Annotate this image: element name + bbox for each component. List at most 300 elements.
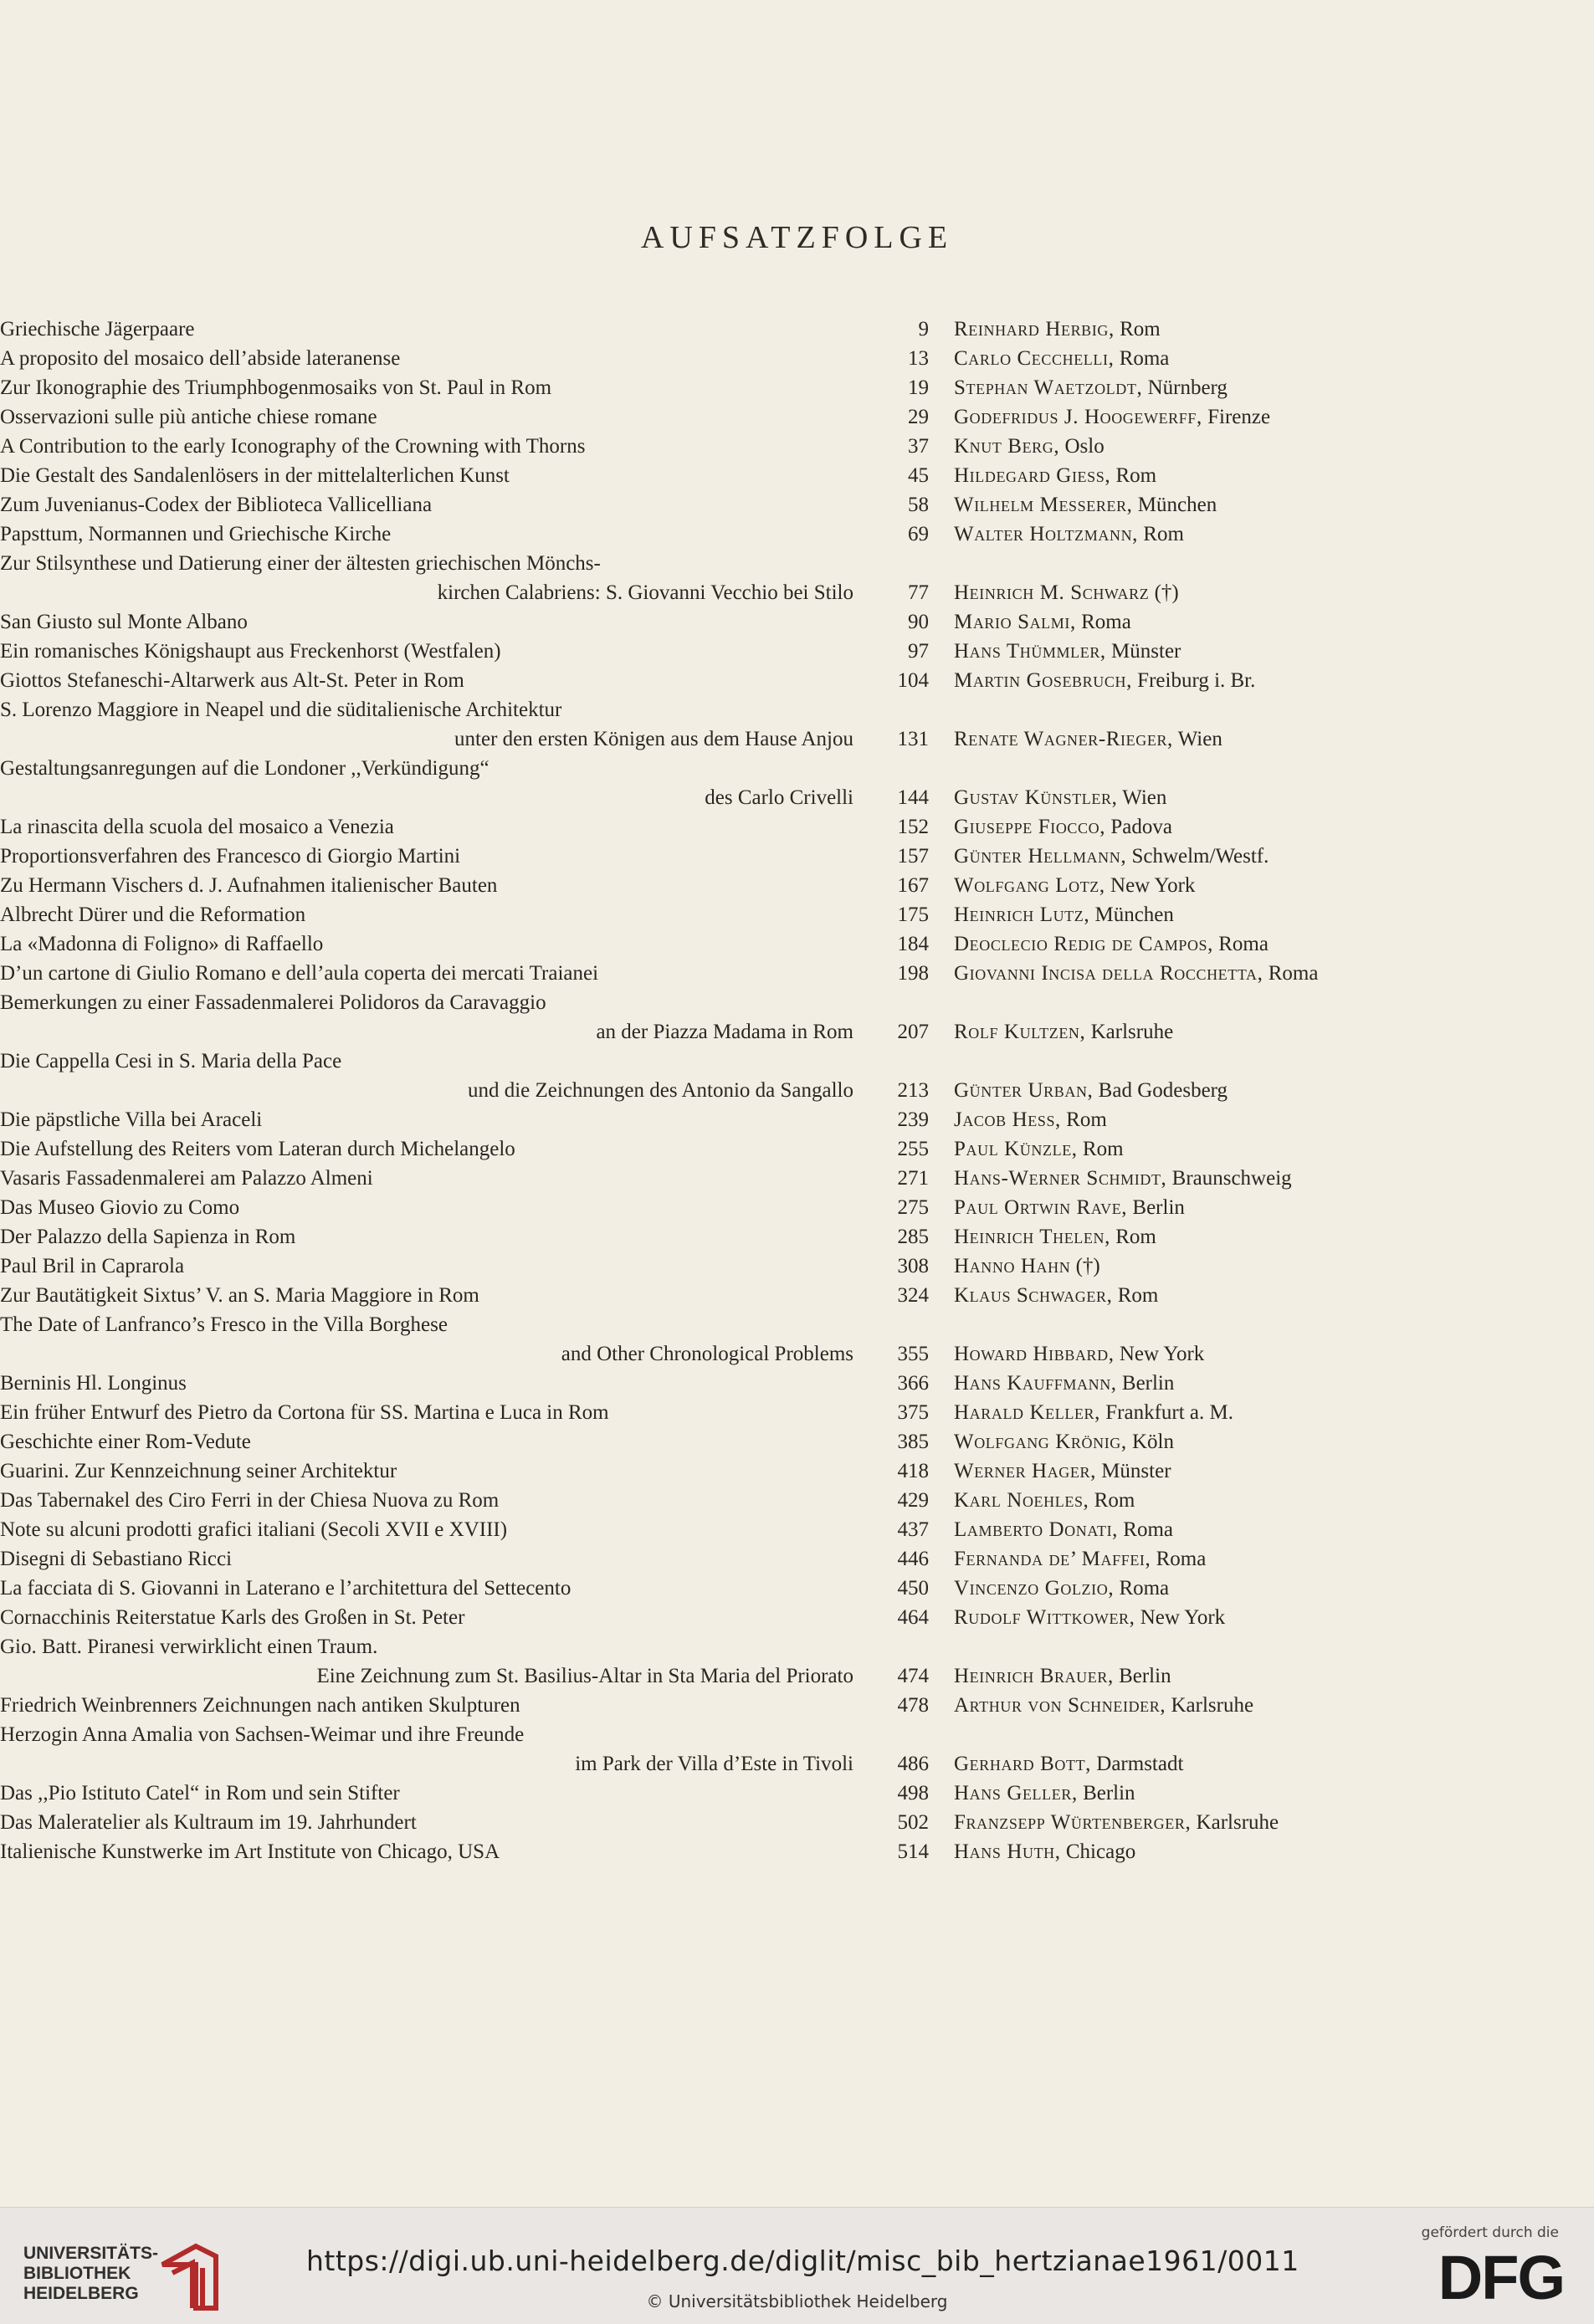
author-name: Gustav Künstler, xyxy=(954,786,1118,809)
author-location: Berlin xyxy=(1116,1372,1175,1395)
entry-title xyxy=(0,344,853,373)
entry-author xyxy=(954,1339,1204,1369)
entry-page-number: 446 xyxy=(897,1548,929,1570)
entry-page-number: 198 xyxy=(897,962,929,985)
entry-title-line: des Carlo Crivelli xyxy=(705,786,853,809)
entry-author xyxy=(954,1369,1174,1398)
author-location: Rom xyxy=(1138,523,1184,545)
entry-page-number: 486 xyxy=(897,1753,929,1775)
entry-title-line: Die Gestalt des Sandalenlösers in der mittelalterlichen Kunst xyxy=(0,464,510,487)
author-location: Nürnberg xyxy=(1142,376,1228,399)
entry-page-number: 97 xyxy=(908,640,929,663)
entry-author xyxy=(954,373,1228,402)
page-title: AUFSATZFOLGE xyxy=(640,220,954,255)
entry-page-number: 498 xyxy=(897,1782,929,1804)
toc-entry xyxy=(0,1222,1594,1252)
entry-title xyxy=(0,695,853,754)
entry-title xyxy=(0,871,853,900)
entry-title-line: San Giusto sul Monte Albano xyxy=(0,611,248,633)
entry-title-line: unter den ersten Königen aus dem Hause Anjou xyxy=(454,728,853,750)
toc-entry xyxy=(0,1310,1594,1369)
author-name: Mario Salmi, xyxy=(954,611,1076,633)
toc-entry xyxy=(0,1779,1594,1808)
toc-entry xyxy=(0,1603,1594,1632)
author-location: (†) xyxy=(1149,581,1179,604)
entry-author xyxy=(954,783,1166,812)
author-name: Heinrich Lutz, xyxy=(954,903,1090,926)
author-location: München xyxy=(1089,903,1174,926)
entry-title-line: Das Museo Giovio zu Como xyxy=(0,1196,240,1219)
entry-author xyxy=(954,812,1172,842)
entry-page-number: 213 xyxy=(897,1079,929,1102)
author-location: Braunschweig xyxy=(1166,1167,1292,1190)
entry-author xyxy=(954,724,1222,754)
author-name: Rolf Kultzen, xyxy=(954,1021,1086,1043)
author-name: Harald Keller, xyxy=(954,1401,1100,1424)
author-location: Roma xyxy=(1114,347,1170,370)
toc-entry xyxy=(0,812,1594,842)
entry-title xyxy=(0,1252,853,1281)
toc-entry xyxy=(0,1105,1594,1134)
entry-title xyxy=(0,315,853,344)
entry-title xyxy=(0,842,853,871)
toc-entry xyxy=(0,900,1594,929)
author-location: Oslo xyxy=(1059,435,1105,458)
toc-entry xyxy=(0,1515,1594,1544)
entry-title xyxy=(0,490,853,520)
author-name: Karl Noehles, xyxy=(954,1489,1089,1512)
entry-author xyxy=(954,1164,1292,1193)
toc-entry xyxy=(0,1544,1594,1574)
entry-page-number: 355 xyxy=(897,1343,929,1365)
author-name: Klaus Schwager, xyxy=(954,1284,1113,1307)
author-location: Münster xyxy=(1105,640,1181,663)
author-location: Karlsruhe xyxy=(1085,1021,1174,1043)
entry-page-number: 184 xyxy=(897,933,929,955)
author-location: Rom xyxy=(1060,1108,1107,1131)
author-location: Karlsruhe xyxy=(1166,1694,1254,1717)
author-name: Heinrich Brauer, xyxy=(954,1665,1114,1687)
entry-page-number: 308 xyxy=(897,1255,929,1277)
toc-entry xyxy=(0,1456,1594,1486)
entry-title xyxy=(0,1632,853,1691)
entry-title xyxy=(0,1603,853,1632)
entry-author xyxy=(954,1515,1173,1544)
entry-title-line: Die Cappella Cesi in S. Maria della Pace xyxy=(0,1050,342,1072)
author-name: Heinrich M. Schwarz xyxy=(954,581,1150,604)
entry-title-line: S. Lorenzo Maggiore in Neapel und die süditalienische Architektur xyxy=(0,699,562,721)
author-location: Firenze xyxy=(1202,406,1271,428)
toc-entry xyxy=(0,1252,1594,1281)
entry-author xyxy=(954,607,1131,637)
author-location: New York xyxy=(1114,1343,1205,1365)
entry-page-number: 131 xyxy=(897,728,929,750)
entry-page-number: 474 xyxy=(897,1665,929,1687)
entry-title-line: A proposito del mosaico dell’abside lateranense xyxy=(0,347,401,370)
entry-title-line: Eine Zeichnung zum St. Basilius-Altar in Sta Maria del Priorato xyxy=(316,1665,853,1687)
entry-title-line: Proportionsverfahren des Francesco di Giorgio Martini xyxy=(0,845,461,868)
author-location: Roma xyxy=(1263,962,1319,985)
author-name: Hildegard Giess, xyxy=(954,464,1111,487)
entry-title xyxy=(0,1456,853,1486)
author-location: Padova xyxy=(1105,816,1172,838)
entry-title-line: Zu Hermann Vischers d. J. Aufnahmen italienischer Bauten xyxy=(0,874,498,897)
entry-page-number: 144 xyxy=(897,786,929,809)
toc-entry xyxy=(0,402,1594,432)
entry-author xyxy=(954,1661,1171,1691)
entry-author xyxy=(954,666,1255,695)
author-location: Roma xyxy=(1213,933,1269,955)
entry-author xyxy=(954,1076,1228,1105)
entry-page-number: 324 xyxy=(897,1284,929,1307)
entry-title xyxy=(0,1134,853,1164)
toc-entry xyxy=(0,1632,1594,1691)
entry-page-number: 167 xyxy=(897,874,929,897)
toc-entry xyxy=(0,1427,1594,1456)
entry-title xyxy=(0,1691,853,1720)
logo-line: HEIDELBERG xyxy=(23,2284,139,2303)
entry-title xyxy=(0,1193,853,1222)
entry-title-line: Disegni di Sebastiano Ricci xyxy=(0,1548,233,1570)
entry-page-number: 29 xyxy=(908,406,929,428)
toc-entry xyxy=(0,1808,1594,1837)
entry-title xyxy=(0,988,853,1047)
entry-page-number: 450 xyxy=(897,1577,929,1600)
entry-title-line: Italienische Kunstwerke im Art Institute von Chicago, USA xyxy=(0,1840,500,1863)
author-name: Walter Holtzmann, xyxy=(954,523,1139,545)
author-location: Roma xyxy=(1114,1577,1170,1600)
author-location: Bad Godesberg xyxy=(1093,1079,1228,1102)
author-name: Gerhard Bott, xyxy=(954,1753,1092,1775)
entry-page-number: 255 xyxy=(897,1138,929,1160)
author-location: Rom xyxy=(1110,1226,1156,1248)
entry-author xyxy=(954,1544,1206,1574)
author-location: Roma xyxy=(1075,611,1131,633)
entry-author xyxy=(954,1486,1135,1515)
entry-page-number: 366 xyxy=(897,1372,929,1395)
entry-title-line: and Other Chronological Problems xyxy=(561,1343,853,1365)
entry-page-number: 207 xyxy=(897,1021,929,1043)
entry-author xyxy=(954,1017,1173,1047)
entry-page-number: 58 xyxy=(908,494,929,516)
entry-author xyxy=(954,1281,1158,1310)
author-name: Hans Huth, xyxy=(954,1840,1061,1863)
entry-title xyxy=(0,1515,853,1544)
author-location: Rom xyxy=(1077,1138,1124,1160)
author-name: Wolfgang Lotz, xyxy=(954,874,1105,897)
entry-title-line: Gestaltungsanregungen auf die Londoner ,,Verkündigung“ xyxy=(0,757,489,780)
entry-page-number: 385 xyxy=(897,1431,929,1453)
entry-title xyxy=(0,402,853,432)
toc-entry xyxy=(0,1574,1594,1603)
toc-entry xyxy=(0,1164,1594,1193)
entry-title-line: Griechische Jägerpaare xyxy=(0,318,195,340)
author-location: Köln xyxy=(1126,1431,1174,1453)
toc-entry xyxy=(0,1281,1594,1310)
author-location: Freiburg i. Br. xyxy=(1131,669,1256,692)
entry-author xyxy=(954,1193,1185,1222)
entry-title-line: Das Tabernakel des Ciro Ferri in der Chiesa Nuova zu Rom xyxy=(0,1489,500,1512)
author-location: München xyxy=(1132,494,1217,516)
entry-page-number: 418 xyxy=(897,1460,929,1482)
author-location: Rom xyxy=(1112,1284,1159,1307)
author-name: Rudolf Wittkower, xyxy=(954,1606,1135,1629)
author-name: Deoclecio Redig de Campos, xyxy=(954,933,1213,955)
author-name: Hans Thümmler, xyxy=(954,640,1106,663)
table-of-contents xyxy=(0,315,1594,1879)
toc-entry xyxy=(0,695,1594,754)
entry-title-line: und die Zeichnungen des Antonio da Sangallo xyxy=(467,1079,853,1102)
entry-author xyxy=(954,1222,1156,1252)
author-name: Fernanda de’ Maffei, xyxy=(954,1548,1151,1570)
entry-title-line: La rinascita della scuola del mosaico a Venezia xyxy=(0,816,394,838)
entry-author xyxy=(954,1134,1124,1164)
entry-page-number: 271 xyxy=(897,1167,929,1190)
toc-entry xyxy=(0,373,1594,402)
author-location: Münster xyxy=(1095,1460,1171,1482)
entry-author xyxy=(954,1252,1100,1281)
toc-entry xyxy=(0,754,1594,812)
entry-page-number: 514 xyxy=(897,1840,929,1863)
entry-title-line: Das ,,Pio Istituto Catel“ in Rom und sein Stifter xyxy=(0,1782,400,1804)
entry-author xyxy=(954,871,1195,900)
entry-title xyxy=(0,373,853,402)
entry-title xyxy=(0,461,853,490)
author-name: Paul Ortwin Rave, xyxy=(954,1196,1128,1219)
author-location: Berlin xyxy=(1127,1196,1185,1219)
entry-author xyxy=(954,1779,1135,1808)
entry-title-line: Geschichte einer Rom-Vedute xyxy=(0,1431,251,1453)
entry-title-line: Vasaris Fassadenmalerei am Palazzo Almeni xyxy=(0,1167,373,1190)
author-location: Frankfurt a. M. xyxy=(1100,1401,1233,1424)
toc-entry xyxy=(0,1486,1594,1515)
toc-entry xyxy=(0,1691,1594,1720)
entry-author xyxy=(954,1603,1225,1632)
toc-entry xyxy=(0,315,1594,344)
toc-entry xyxy=(0,607,1594,637)
author-name: Günter Hellmann, xyxy=(954,845,1127,868)
entry-title-line: an der Piazza Madama in Rom xyxy=(596,1021,853,1043)
entry-title-line: Zur Ikonographie des Triumphbogenmosaiks von St. Paul in Rom xyxy=(0,376,552,399)
entry-author xyxy=(954,315,1161,344)
toc-entry xyxy=(0,1720,1594,1779)
entry-page-number: 157 xyxy=(897,845,929,868)
toc-entry xyxy=(0,344,1594,373)
entry-author xyxy=(954,1749,1183,1779)
entry-title-line: Guarini. Zur Kennzeichnung seiner Architektur xyxy=(0,1460,397,1482)
toc-entry xyxy=(0,1134,1594,1164)
entry-title xyxy=(0,1047,853,1105)
toc-entry xyxy=(0,988,1594,1047)
toc-entry xyxy=(0,1837,1594,1866)
entry-title-line: Bemerkungen zu einer Fassadenmalerei Polidoros da Caravaggio xyxy=(0,991,546,1014)
entry-title-line: Papsttum, Normannen und Griechische Kirche xyxy=(0,523,392,545)
author-name: Giovanni Incisa della Rocchetta, xyxy=(954,962,1263,985)
author-name: Vincenzo Golzio, xyxy=(954,1577,1115,1600)
author-name: Günter Urban, xyxy=(954,1079,1094,1102)
entry-title-line: A Contribution to the early Iconography of the Crowning with Thorns xyxy=(0,435,586,458)
entry-author xyxy=(954,578,1179,607)
entry-page-number: 502 xyxy=(897,1811,929,1834)
author-location: New York xyxy=(1105,874,1196,897)
entry-title xyxy=(0,607,853,637)
toc-entry xyxy=(0,461,1594,490)
author-name: Stephan Waetzoldt, xyxy=(954,376,1143,399)
entry-author xyxy=(954,900,1174,929)
entry-page-number: 239 xyxy=(897,1108,929,1131)
entry-page-number: 175 xyxy=(897,903,929,926)
logo-line: BIBLIOTHEK xyxy=(23,2264,131,2283)
entry-title xyxy=(0,1222,853,1252)
toc-entry xyxy=(0,666,1594,695)
funder-note: gefördert durch die xyxy=(1421,2224,1559,2241)
toc-entry xyxy=(0,871,1594,900)
entry-title xyxy=(0,929,853,959)
author-name: Hans Kauffmann, xyxy=(954,1372,1117,1395)
author-name: Giuseppe Fiocco, xyxy=(954,816,1106,838)
author-location: Wien xyxy=(1117,786,1167,809)
entry-title-line: Paul Bril in Caprarola xyxy=(0,1255,185,1277)
entry-author xyxy=(954,637,1181,666)
dfg-logo: DFG xyxy=(1438,2243,1564,2312)
entry-page-number: 437 xyxy=(897,1518,929,1541)
entry-title xyxy=(0,1427,853,1456)
entry-author xyxy=(954,344,1169,373)
author-name: Arthur von Schneider, xyxy=(954,1694,1166,1717)
author-location: Rom xyxy=(1114,318,1161,340)
toc-entry xyxy=(0,1047,1594,1105)
author-name: Lamberto Donati, xyxy=(954,1518,1119,1541)
author-name: Godefridus J. Hoogewerff, xyxy=(954,406,1202,428)
entry-title xyxy=(0,520,853,549)
author-name: Jacob Hess, xyxy=(954,1108,1061,1131)
toc-entry xyxy=(0,959,1594,988)
entry-title xyxy=(0,1164,853,1193)
entry-title-line: Note su alcuni prodotti grafici italiani (Secoli XVII e XVIII) xyxy=(0,1518,508,1541)
author-location: Berlin xyxy=(1113,1665,1171,1687)
entry-title xyxy=(0,637,853,666)
author-location: Berlin xyxy=(1077,1782,1135,1804)
entry-title xyxy=(0,432,853,461)
author-location: Darmstadt xyxy=(1091,1753,1184,1775)
entry-title-line: Ein romanisches Königshaupt aus Freckenhorst (Westfalen) xyxy=(0,640,501,663)
author-name: Carlo Cecchelli, xyxy=(954,347,1115,370)
author-location: Rom xyxy=(1089,1489,1135,1512)
entry-title-line: La facciata di S. Giovanni in Laterano e l’architettura del Settecento xyxy=(0,1577,571,1600)
entry-page-number: 464 xyxy=(897,1606,929,1629)
document-url-link[interactable]: https://digi.ub.uni-heidelberg.de/diglit/misc_bib_hertzianae1961/0011 xyxy=(306,2245,1299,2277)
entry-title xyxy=(0,549,853,607)
author-location: Karlsruhe xyxy=(1191,1811,1279,1834)
entry-title xyxy=(0,1486,853,1515)
entry-page-number: 13 xyxy=(908,347,929,370)
author-location: New York xyxy=(1135,1606,1226,1629)
toc-entry xyxy=(0,490,1594,520)
entry-author xyxy=(954,929,1269,959)
author-location: (†) xyxy=(1070,1255,1100,1277)
entry-author xyxy=(954,1398,1233,1427)
entry-title xyxy=(0,1779,853,1808)
author-name: Wolfgang Krönig, xyxy=(954,1431,1127,1453)
entry-title xyxy=(0,754,853,812)
entry-title xyxy=(0,1808,853,1837)
author-name: Hans-Werner Schmidt, xyxy=(954,1167,1167,1190)
author-location: Rom xyxy=(1110,464,1157,487)
entry-title xyxy=(0,1105,853,1134)
entry-title-line: Berninis Hl. Longinus xyxy=(0,1372,187,1395)
entry-title xyxy=(0,1369,853,1398)
author-name: Hans Geller, xyxy=(954,1782,1078,1804)
copyright-text: © Universitätsbibliothek Heidelberg xyxy=(646,2291,948,2311)
entry-title-line: Osservazioni sulle più antiche chiese romane xyxy=(0,406,377,428)
toc-entry xyxy=(0,432,1594,461)
entry-title xyxy=(0,1837,853,1866)
entry-title xyxy=(0,1720,853,1779)
entry-author xyxy=(954,432,1105,461)
entry-title xyxy=(0,1574,853,1603)
entry-title-line: La «Madonna di Foligno» di Raffaello xyxy=(0,933,324,955)
entry-author xyxy=(954,1105,1107,1134)
logo-line: UNIVERSITÄTS- xyxy=(23,2244,159,2263)
author-location: Roma xyxy=(1118,1518,1173,1541)
entry-title xyxy=(0,1281,853,1310)
entry-page-number: 429 xyxy=(897,1489,929,1512)
toc-entry xyxy=(0,1193,1594,1222)
entry-title xyxy=(0,900,853,929)
entry-title xyxy=(0,812,853,842)
author-location: Chicago xyxy=(1060,1840,1136,1863)
author-name: Werner Hager, xyxy=(954,1460,1096,1482)
entry-page-number: 19 xyxy=(908,376,929,399)
entry-page-number: 37 xyxy=(908,435,929,458)
author-name: Heinrich Thelen, xyxy=(954,1226,1110,1248)
entry-title-line: im Park der Villa d’Este in Tivoli xyxy=(575,1753,853,1775)
entry-author xyxy=(954,1837,1135,1866)
entry-title-line: The Date of Lanfranco’s Fresco in the Villa Borghese xyxy=(0,1313,448,1336)
entry-page-number: 285 xyxy=(897,1226,929,1248)
entry-author xyxy=(954,520,1184,549)
toc-entry xyxy=(0,1369,1594,1398)
entry-page-number: 45 xyxy=(908,464,929,487)
entry-page-number: 90 xyxy=(908,611,929,633)
entry-author xyxy=(954,402,1270,432)
author-location: Schwelm/Westf. xyxy=(1126,845,1269,868)
entry-author xyxy=(954,461,1156,490)
entry-page-number: 9 xyxy=(918,318,929,340)
entry-title-line: Giottos Stefaneschi-Altarwerk aus Alt-St. Peter in Rom xyxy=(0,669,464,692)
entry-title xyxy=(0,959,853,988)
author-location: Wien xyxy=(1172,728,1222,750)
author-name: Howard Hibbard, xyxy=(954,1343,1115,1365)
entry-title-line: Zur Stilsynthese und Datierung einer der ältesten griechischen Mönchs- xyxy=(0,552,601,575)
entry-title-line: D’un cartone di Giulio Romano e dell’aula coperta dei mercati Traianei xyxy=(0,962,599,985)
entry-page-number: 275 xyxy=(897,1196,929,1219)
entry-title-line: kirchen Calabriens: S. Giovanni Vecchio bei Stilo xyxy=(437,581,853,604)
entry-title-line: Zur Bautätigkeit Sixtus’ V. an S. Maria Maggiore in Rom xyxy=(0,1284,479,1307)
entry-author xyxy=(954,1574,1169,1603)
author-name: Paul Künzle, xyxy=(954,1138,1078,1160)
toc-entry xyxy=(0,1398,1594,1427)
author-name: Wilhelm Messerer, xyxy=(954,494,1133,516)
entry-page-number: 69 xyxy=(908,523,929,545)
toc-entry xyxy=(0,637,1594,666)
entry-author xyxy=(954,490,1217,520)
entry-author xyxy=(954,1691,1253,1720)
toc-entry xyxy=(0,929,1594,959)
entry-title xyxy=(0,1544,853,1574)
entry-title xyxy=(0,1310,853,1369)
entry-title xyxy=(0,666,853,695)
